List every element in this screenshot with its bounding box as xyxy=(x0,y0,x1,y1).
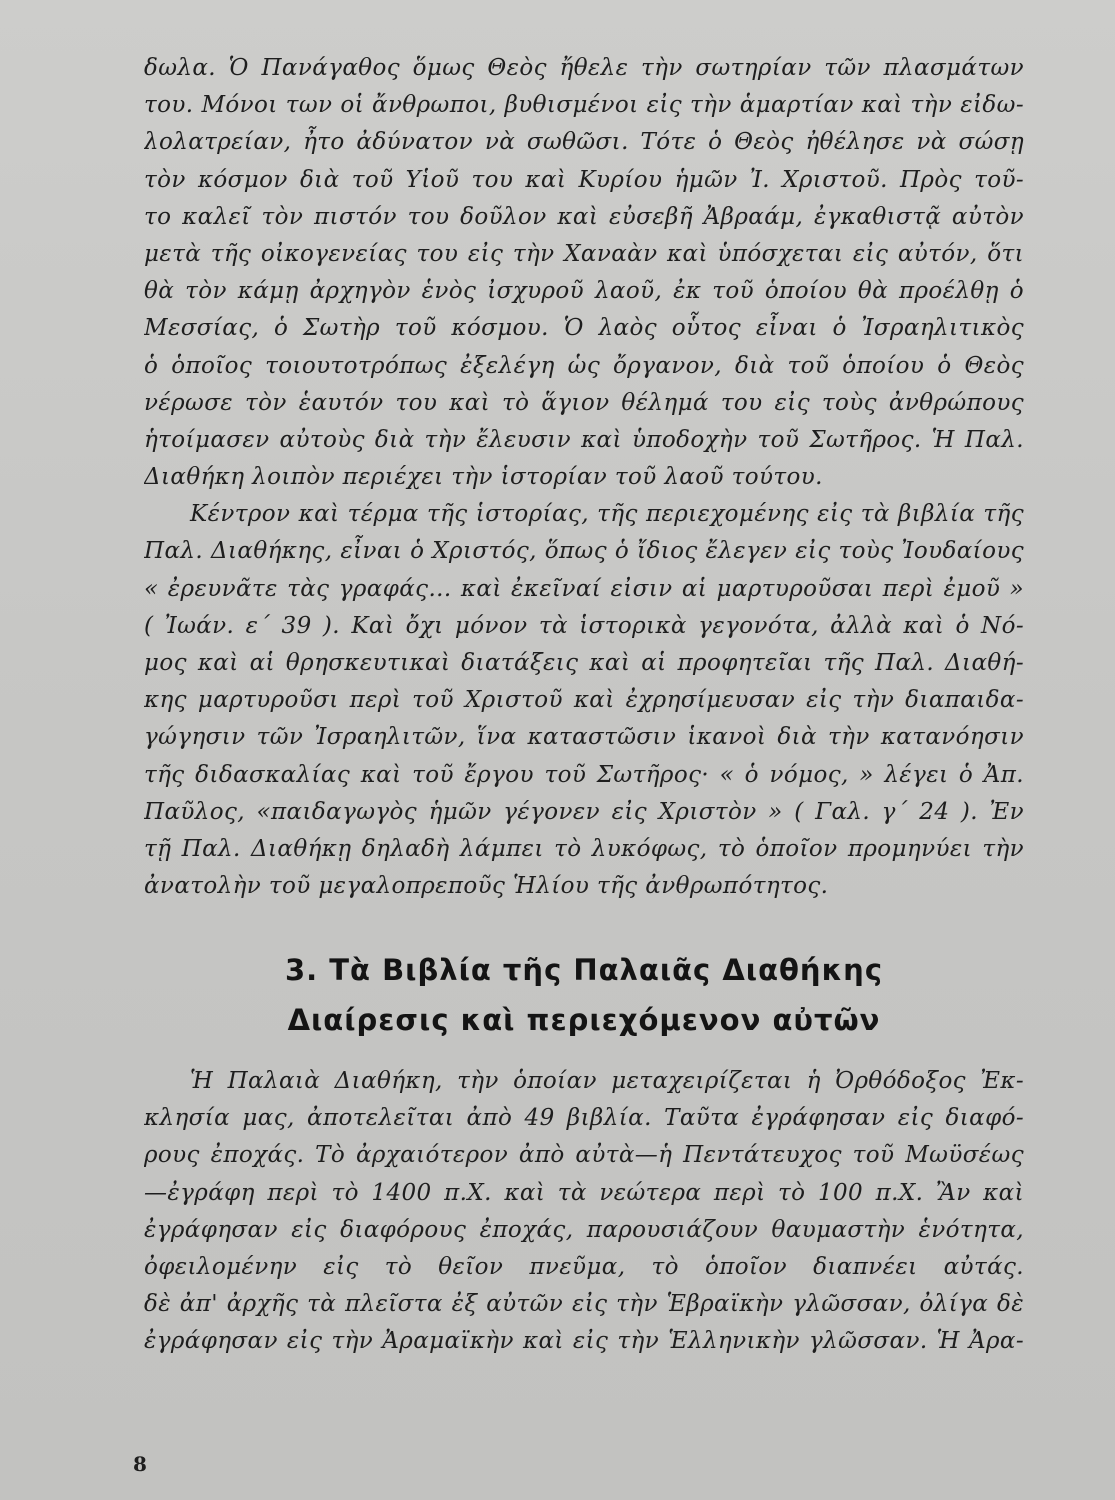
text-line: τῆς διδασκαλίας καὶ τοῦ ἔργου τοῦ Σωτῆρος· « ὁ νόμος, » λέγει ὁ Ἀπ. xyxy=(144,761,1024,788)
text-line: Κέντρον καὶ τέρμα τῆς ἱστορίας, τῆς περιεχομένης εἰς τὰ βιβλία τῆς xyxy=(190,501,1024,528)
text-line: ἐγράφησαν εἰς τὴν Ἀραμαϊκὴν καὶ εἰς τὴν Ἑλληνικὴν γλῶσσαν. Ἡ Ἀρα- xyxy=(144,1328,1024,1355)
section-heading-subtitle: Διαίρεσις καὶ περιεχόμενον αὐτῶν xyxy=(287,1003,881,1037)
text-line: Μεσσίας, ὁ Σωτὴρ τοῦ κόσμου. Ὁ λαὸς οὗτος εἶναι ὁ Ἰσραηλιτικὸς xyxy=(144,315,1024,342)
text-line: θὰ τὸν κάμῃ ἀρχηγὸν ἑνὸς ἰσχυροῦ λαοῦ, ἐκ τοῦ ὁποίου θὰ προέλθῃ ὁ xyxy=(144,278,1024,305)
text-line: νέρωσε τὸν ἑαυτόν του καὶ τὸ ἅγιον θέλημά του εἰς τοὺς ἀνθρώπους xyxy=(144,389,1024,416)
text-line: τῇ Παλ. Διαθήκῃ δηλαδὴ λάμπει τὸ λυκόφως, τὸ ὁποῖον προμηνύει τὴν xyxy=(144,835,1024,862)
text-line: μετὰ τῆς οἰκογενείας του εἰς τὴν Χαναὰν καὶ ὑπόσχεται εἰς αὐτόν, ὅτι xyxy=(144,240,1024,267)
paragraph xyxy=(144,1063,1024,1361)
text-line: τὸν κόσμον διὰ τοῦ Υἱοῦ του καὶ Κυρίου ἡμῶν Ἰ. Χριστοῦ. Πρὸς τοῦ- xyxy=(144,166,1024,193)
text-line: του. Μόνοι των οἱ ἄνθρωποι, βυθισμένοι εἰς τὴν ἁμαρτίαν καὶ τὴν εἰδω- xyxy=(144,92,1024,119)
text-line: « ἐρευνᾶτε τὰς γραφάς... καὶ ἐκεῖναί εἰσιν αἱ μαρτυροῦσαι περὶ ἐμοῦ » xyxy=(144,575,1024,602)
paragraph xyxy=(144,496,1024,905)
text-line: γώγησιν τῶν Ἰσραηλιτῶν, ἵνα καταστῶσιν ἱκανοὶ διὰ τὴν κατανόησιν xyxy=(144,724,1024,751)
text-line: ὀφειλομένην εἰς τὸ θεῖον πνεῦμα, τὸ ὁποῖον διαπνέει αὐτάς. xyxy=(144,1253,1024,1280)
paragraph xyxy=(144,50,1024,496)
text-line: ἀνατολὴν τοῦ μεγαλοπρεποῦς Ἡλίου τῆς ἀνθρωπότητος. xyxy=(144,873,829,900)
text-line: κης μαρτυροῦσι περὶ τοῦ Χριστοῦ καὶ ἐχρησίμευσαν εἰς τὴν διαπαιδα- xyxy=(144,687,1024,714)
body-text-lower xyxy=(144,1063,1024,1361)
text-line: Παλ. Διαθήκης, εἶναι ὁ Χριστός, ὅπως ὁ ἴδιος ἔλεγεν εἰς τοὺς Ἰουδαίους xyxy=(144,538,1024,565)
text-line: μος καὶ αἱ θρησκευτικαὶ διατάξεις καὶ αἱ προφητεῖαι τῆς Παλ. Διαθή- xyxy=(144,650,1024,676)
text-line: Ἡ Παλαιὰ Διαθήκη, τὴν ὁποίαν μεταχειρίζεται ἡ Ὀρθόδοξος Ἐκ- xyxy=(190,1068,1024,1094)
text-line: ἐγράφησαν εἰς διαφόρους ἐποχάς, παρουσιάζουν θαυμαστὴν ἑνότητα, xyxy=(144,1216,1024,1243)
text-line: —ἐγράφη περὶ τὸ 1400 π.Χ. καὶ τὰ νεώτερα περὶ τὸ 100 π.Χ. Ἂν καὶ xyxy=(144,1179,1024,1206)
text-line: Παῦλος, «παιδαγωγὸς ἡμῶν γέγονεν εἰς Χριστὸν » ( Γαλ. γ΄ 24 ). Ἐν xyxy=(144,798,1024,825)
page-number: 8 xyxy=(133,1452,147,1476)
text-line: δὲ ἀπ' ἀρχῆς τὰ πλεῖστα ἐξ αὐτῶν εἰς τὴν Ἑβραϊκὴν γλῶσσαν, ὀλίγα δὲ xyxy=(144,1291,1024,1318)
section-heading-title: 3. Τὰ Βιβλία τῆς Παλαιᾶς Διαθήκης xyxy=(284,953,884,987)
text-line: κλησία μας, ἀποτελεῖται ἀπὸ 49 βιβλία. Ταῦτα ἐγράφησαν εἰς διαφό- xyxy=(144,1105,1024,1132)
text-line: το καλεῖ τὸν πιστόν του δοῦλον καὶ εὐσεβῆ Ἀβραάμ, ἐγκαθιστᾷ αὐτὸν xyxy=(144,203,1024,230)
text-line: λολατρείαν, ἦτο ἀδύνατον νὰ σωθῶσι. Τότε ὁ Θεὸς ἠθέλησε νὰ σώσῃ xyxy=(144,129,1024,156)
text-line: ὁ ὁποῖος τοιουτοτρόπως ἐξελέγη ὡς ὄργανον, διὰ τοῦ ὁποίου ὁ Θεὸς xyxy=(144,352,1024,379)
text-line: Διαθήκη λοιπὸν περιέχει τὴν ἱστορίαν τοῦ λαοῦ τούτου. xyxy=(144,464,823,491)
text-line: ρους ἐποχάς. Τὸ ἀρχαιότερον ἀπὸ αὐτὰ—ἡ Πεντάτευχος τοῦ Μωϋσέως xyxy=(144,1142,1024,1169)
text-line: ἡτοίμασεν αὐτοὺς διὰ τὴν ἔλευσιν καὶ ὑποδοχὴν τοῦ Σωτῆρος. Ἡ Παλ. xyxy=(144,426,1024,453)
text-line: δωλα. Ὁ Πανάγαθος ὅμως Θεὸς ἤθελε τὴν σωτηρίαν τῶν πλασμάτων xyxy=(144,55,1024,81)
text-line: ( Ἰωάν. ε΄ 39 ). Καὶ ὄχι μόνον τὰ ἱστορικὰ γεγονότα, ἀλλὰ καὶ ὁ Νό- xyxy=(144,612,1024,639)
body-text-upper xyxy=(144,50,1024,905)
